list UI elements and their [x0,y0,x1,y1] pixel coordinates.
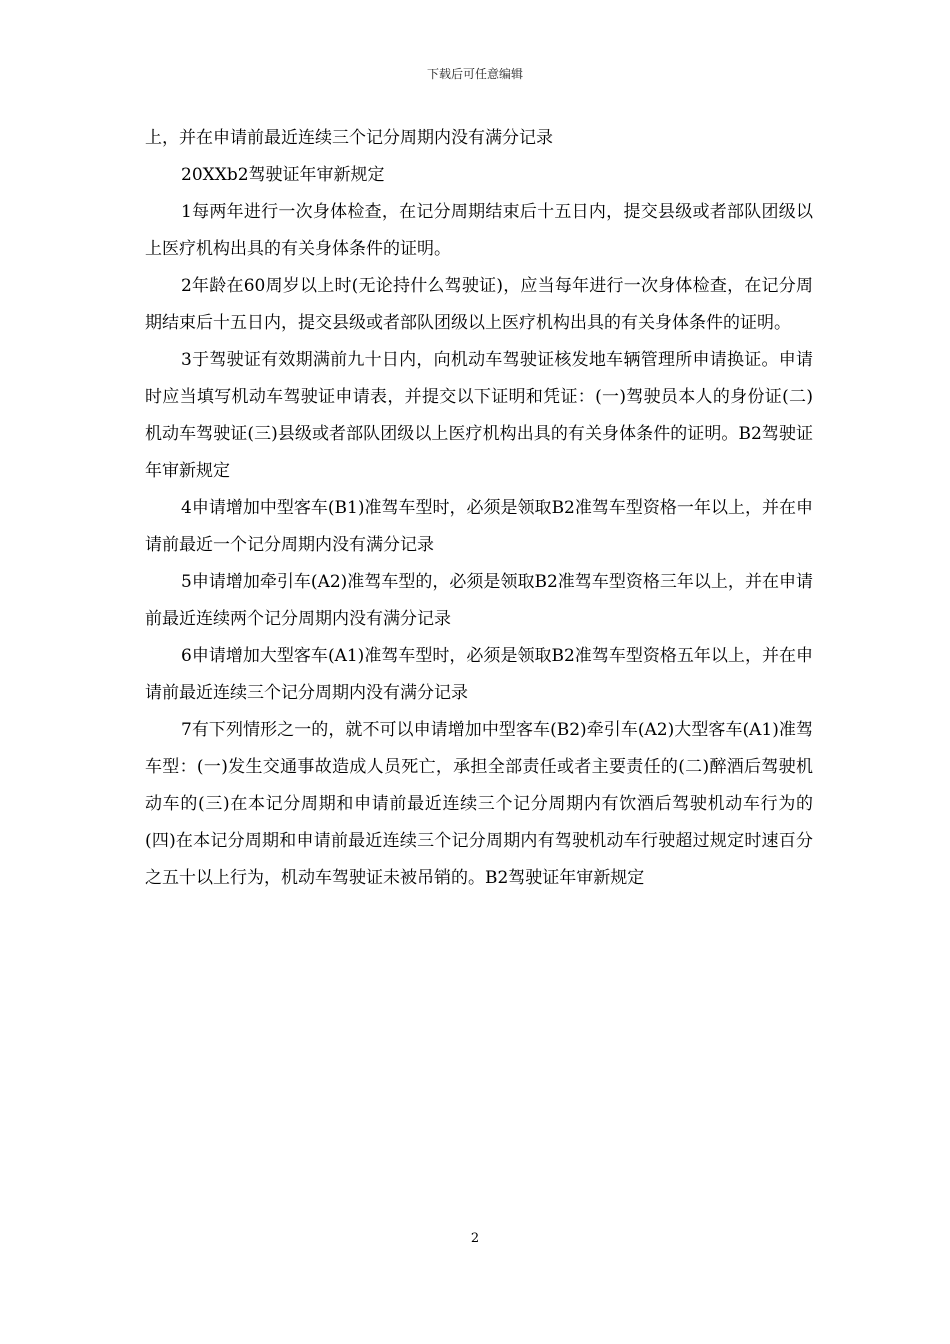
paragraph-continuation: 上，并在申请前最近连续三个记分周期内没有满分记录 [145,128,553,148]
section-heading: 20XXb2驾驶证年审新规定 [181,165,385,185]
document-body [145,120,813,897]
paragraph-item-3: 3于驾驶证有效期满前九十日内，向机动车驾驶证核发地车辆管理所申请换证。申请时应当填写机动车驾驶证申请表，并提交以下证明和凭证：(一)驾驶员本人的身份证(二)机动车驾驶证(三)县级或者部队团级以上医疗机构出具的有关身体条件的证明。B2驾驶证年审新规定 [145,350,813,481]
paragraph-item-2: 2年龄在60周岁以上时(无论持什么驾驶证)，应当每年进行一次身体检查，在记分周期结束后十五日内，提交县级或者部队团级以上医疗机构出具的有关身体条件的证明。 [145,276,813,333]
paragraph-item-5: 5申请增加牵引车(A2)准驾车型的，必须是领取B2准驾车型资格三年以上，并在申请前最近连续两个记分周期内没有满分记录 [145,572,813,629]
page-number: 2 [470,1231,480,1246]
paragraph-item-6: 6申请增加大型客车(A1)准驾车型时，必须是领取B2准驾车型资格五年以上，并在申请前最近连续三个记分周期内没有满分记录 [145,646,813,703]
paragraph-item-4: 4申请增加中型客车(B1)准驾车型时，必须是领取B2准驾车型资格一年以上，并在申请前最近一个记分周期内没有满分记录 [145,498,813,555]
paragraph-item-7: 7有下列情形之一的，就不可以申请增加中型客车(B2)牵引车(A2)大型客车(A1)准驾车型：(一)发生交通事故造成人员死亡，承担全部责任或者主要责任的(二)醉酒后驾驶机动车的(三)在本记分周期和申请前最近连续三个记分周期内有饮酒后驾驶机动车行为的(四)在本记分周期和申请前最近连续三个记分周期内有驾驶机动车行驶超过规定时速百分之五十以上行为，机动车驾驶证未被吊销的。B2驾驶证年审新规定 [145,720,813,888]
paragraph-item-1: 1每两年进行一次身体检查，在记分周期结束后十五日内，提交县级或者部队团级以上医疗机构出具的有关身体条件的证明。 [145,202,813,259]
header-note: 下载后可任意编辑 [426,67,523,81]
